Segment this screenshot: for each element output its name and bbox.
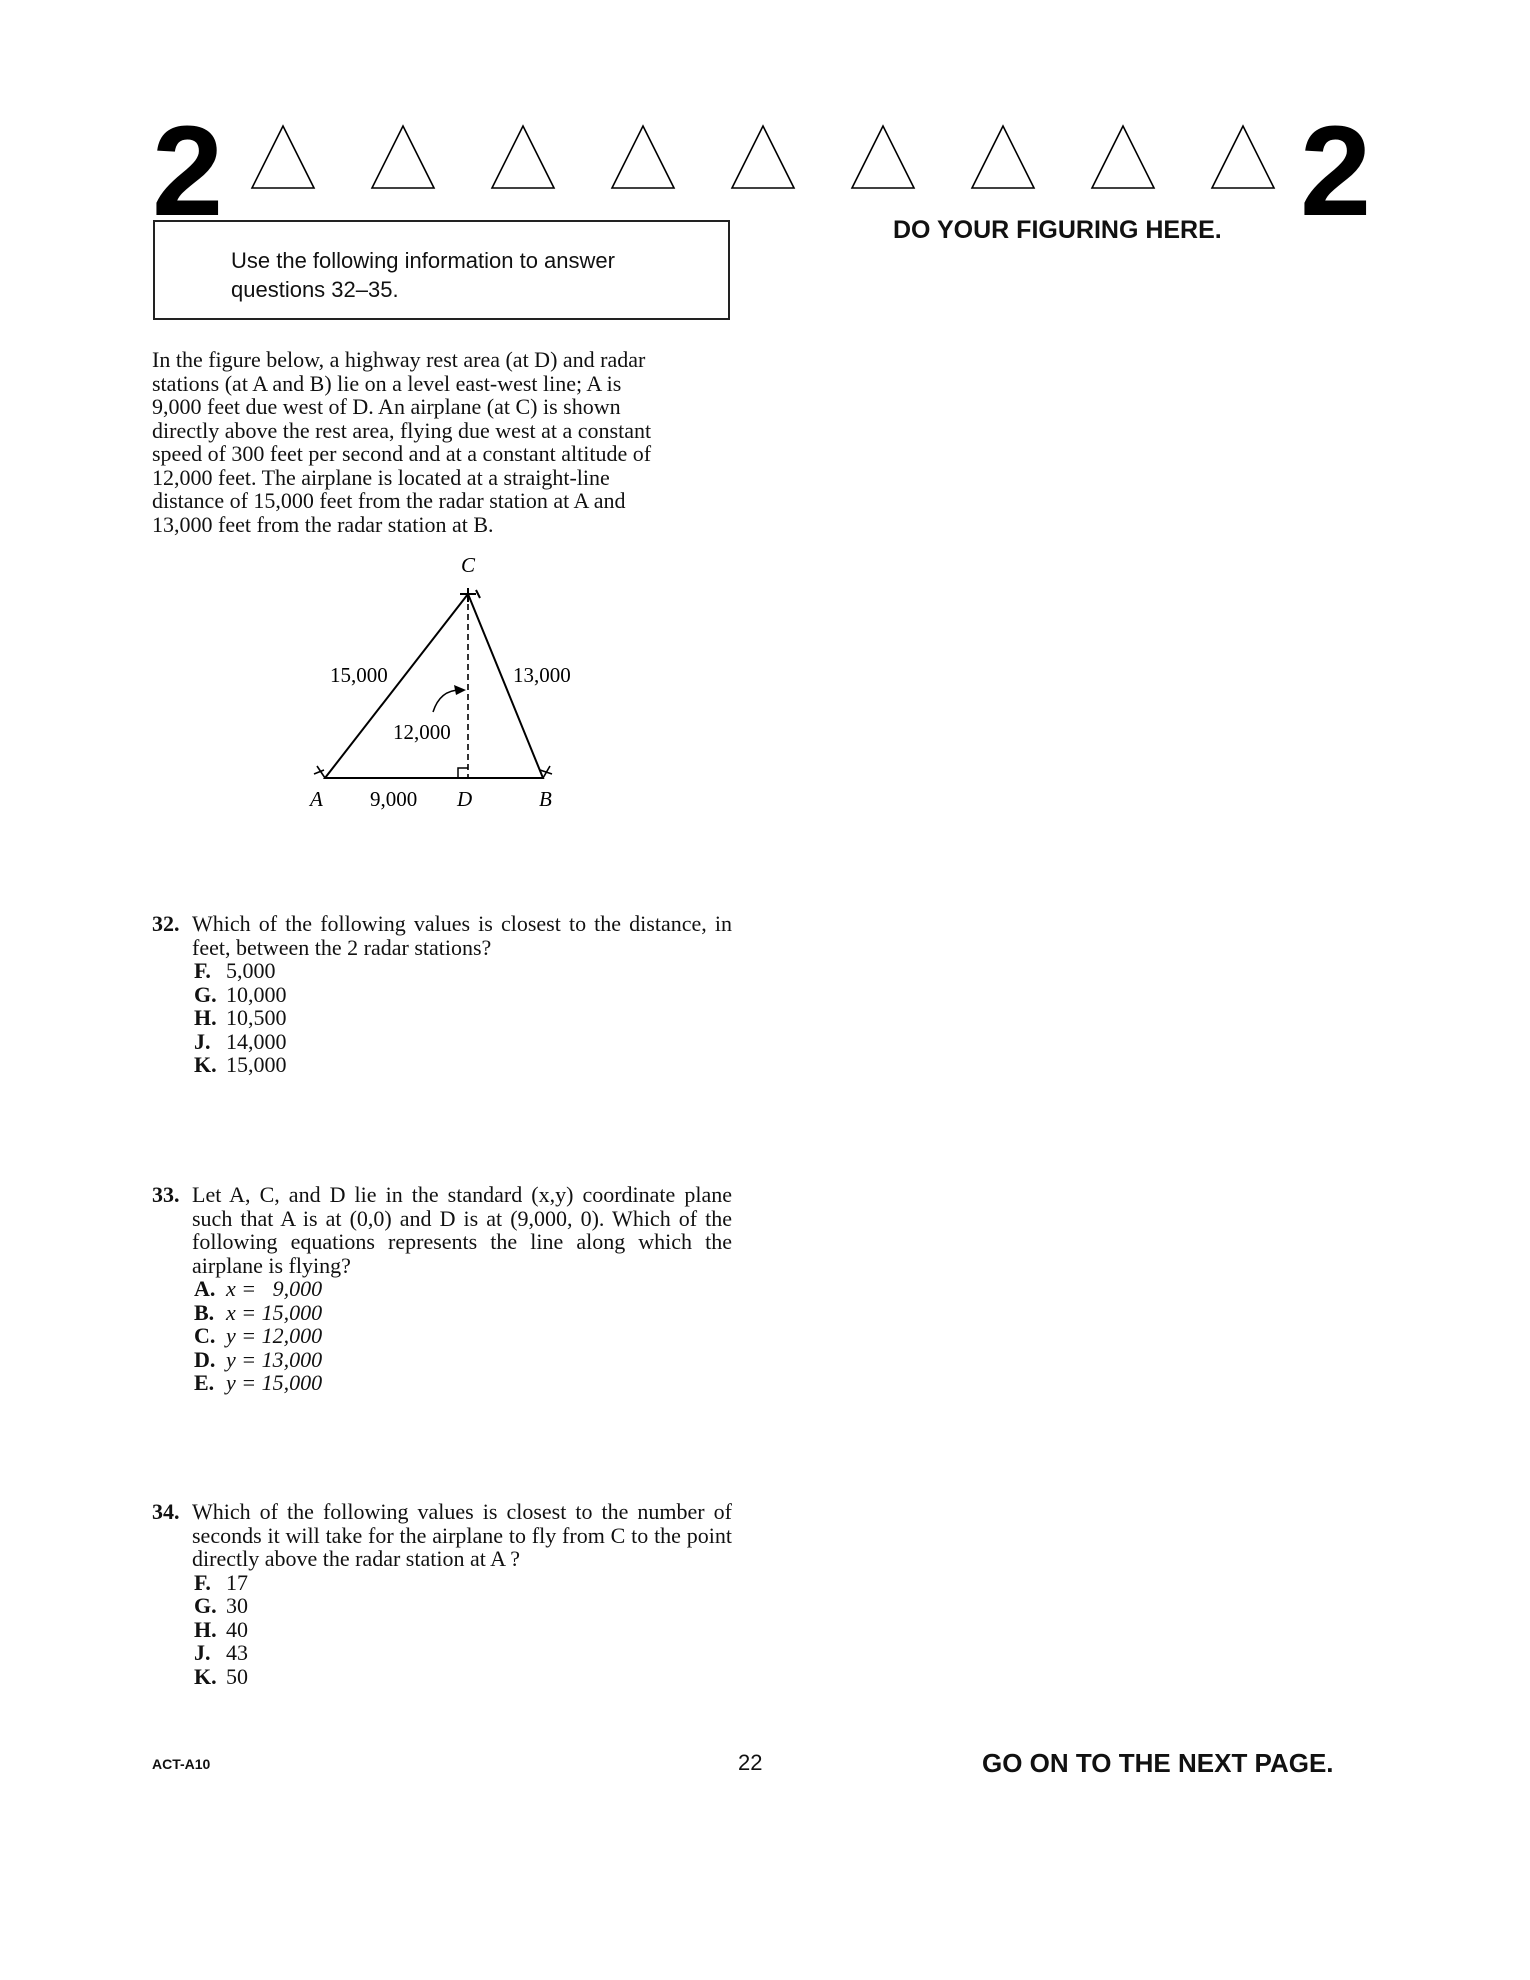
answer-option[interactable]: K. 15,000 (194, 1052, 287, 1077)
question-33 (152, 1183, 732, 1395)
triangle-icon (252, 126, 314, 188)
label-b: B (539, 787, 552, 811)
radar-a-icon (314, 766, 325, 778)
section-number-left: 2 (152, 100, 224, 243)
passage-line: 9,000 feet due west of D. An airplane (at C) is shown (152, 394, 621, 419)
answer-option[interactable]: D. y = 13,000 (194, 1346, 323, 1372)
triangle-figure (300, 552, 620, 827)
passage-line: 13,000 feet from the radar station at B. (152, 511, 494, 537)
figuring-label: DO YOUR FIGURING HERE. (893, 216, 1222, 244)
answer-option[interactable]: A. x = 9,000 (194, 1276, 323, 1301)
passage-line: speed of 300 feet per second and at a constant altitude of (152, 441, 652, 466)
answer-options (194, 959, 732, 1077)
form-code: ACT-A10 (152, 1756, 211, 1772)
section-number-right: 2 (1300, 100, 1372, 243)
question-number: 34. (152, 1499, 180, 1524)
answer-options (194, 1277, 732, 1395)
question-stem: Which of the following values is closest to the distance, in feet, between the 2 radar stations? (192, 911, 732, 960)
side-bc-label: 13,000 (513, 663, 571, 687)
base-ad-label: 9,000 (370, 787, 418, 811)
triangle-icon (1212, 126, 1274, 188)
info-box-line1: Use the following information to answer (231, 248, 615, 273)
answer-option[interactable]: B. x = 15,000 (194, 1299, 323, 1325)
answer-option[interactable]: C. y = 12,000 (194, 1323, 323, 1348)
triangle-icon (612, 126, 674, 188)
answer-option[interactable]: G. 30 (194, 1593, 248, 1618)
info-box-line2: questions 32–35. (231, 277, 399, 302)
answer-option[interactable]: H. 40 (194, 1616, 248, 1642)
question-stem: Let A, C, and D lie in the standard (x,y) coordinate plane such that A is at (0,0) and D is at (9,000, 0). Which of the following equations represents the line along which the airplane is flying? (192, 1182, 732, 1278)
answer-options (194, 1571, 732, 1689)
right-angle-mark (458, 768, 468, 778)
question-number: 32. (152, 911, 180, 936)
question-number: 33. (152, 1182, 180, 1207)
side-ac-label: 15,000 (330, 663, 388, 687)
label-d: D (457, 787, 473, 811)
triangle-icon (1092, 126, 1154, 188)
triangle-row-graphic (248, 124, 1278, 194)
altitude-arrowhead (454, 685, 466, 695)
triangle-icon (492, 126, 554, 188)
next-page-instruction: GO ON TO THE NEXT PAGE. (982, 1748, 1334, 1778)
triangle-icon (732, 126, 794, 188)
answer-option[interactable]: J. 43 (194, 1640, 248, 1665)
label-a: A (310, 787, 323, 811)
answer-option[interactable]: G. 10,000 (194, 981, 287, 1007)
passage-line: In the figure below, a highway rest area (at D) and radar (152, 347, 646, 372)
info-box (153, 220, 730, 320)
answer-option[interactable]: F. 17 (194, 1569, 248, 1595)
triangle-divider (248, 124, 1278, 194)
question-32 (152, 912, 732, 1077)
question-34 (152, 1500, 732, 1688)
triangle-icon (852, 126, 914, 188)
passage-line: directly above the rest area, flying due west at a constant (152, 417, 652, 443)
question-stem: Which of the following values is closest to the number of seconds it will take for the airplane to fly from C to the point directly above the radar station at A ? (192, 1499, 732, 1571)
answer-option[interactable]: H. 10,500 (194, 1005, 287, 1030)
answer-option[interactable]: K. 50 (194, 1663, 248, 1689)
label-c: C (461, 553, 476, 577)
passage-line: 12,000 feet. The airplane is located at a straight-line (152, 464, 610, 490)
passage (152, 348, 732, 536)
triangle-icon (972, 126, 1034, 188)
altitude-label: 12,000 (393, 720, 451, 744)
passage-line: stations (at A and B) lie on a level east-west line; A is (152, 370, 622, 396)
answer-option[interactable]: J. 14,000 (194, 1028, 287, 1054)
answer-option[interactable]: F. 5,000 (194, 958, 276, 983)
passage-line: distance of 15,000 feet from the radar station at A and (152, 488, 626, 513)
answer-option[interactable]: E. y = 15,000 (194, 1370, 323, 1395)
triangle-diagram (300, 552, 620, 822)
triangle-icon (372, 126, 434, 188)
page-number: 22 (738, 1750, 763, 1775)
